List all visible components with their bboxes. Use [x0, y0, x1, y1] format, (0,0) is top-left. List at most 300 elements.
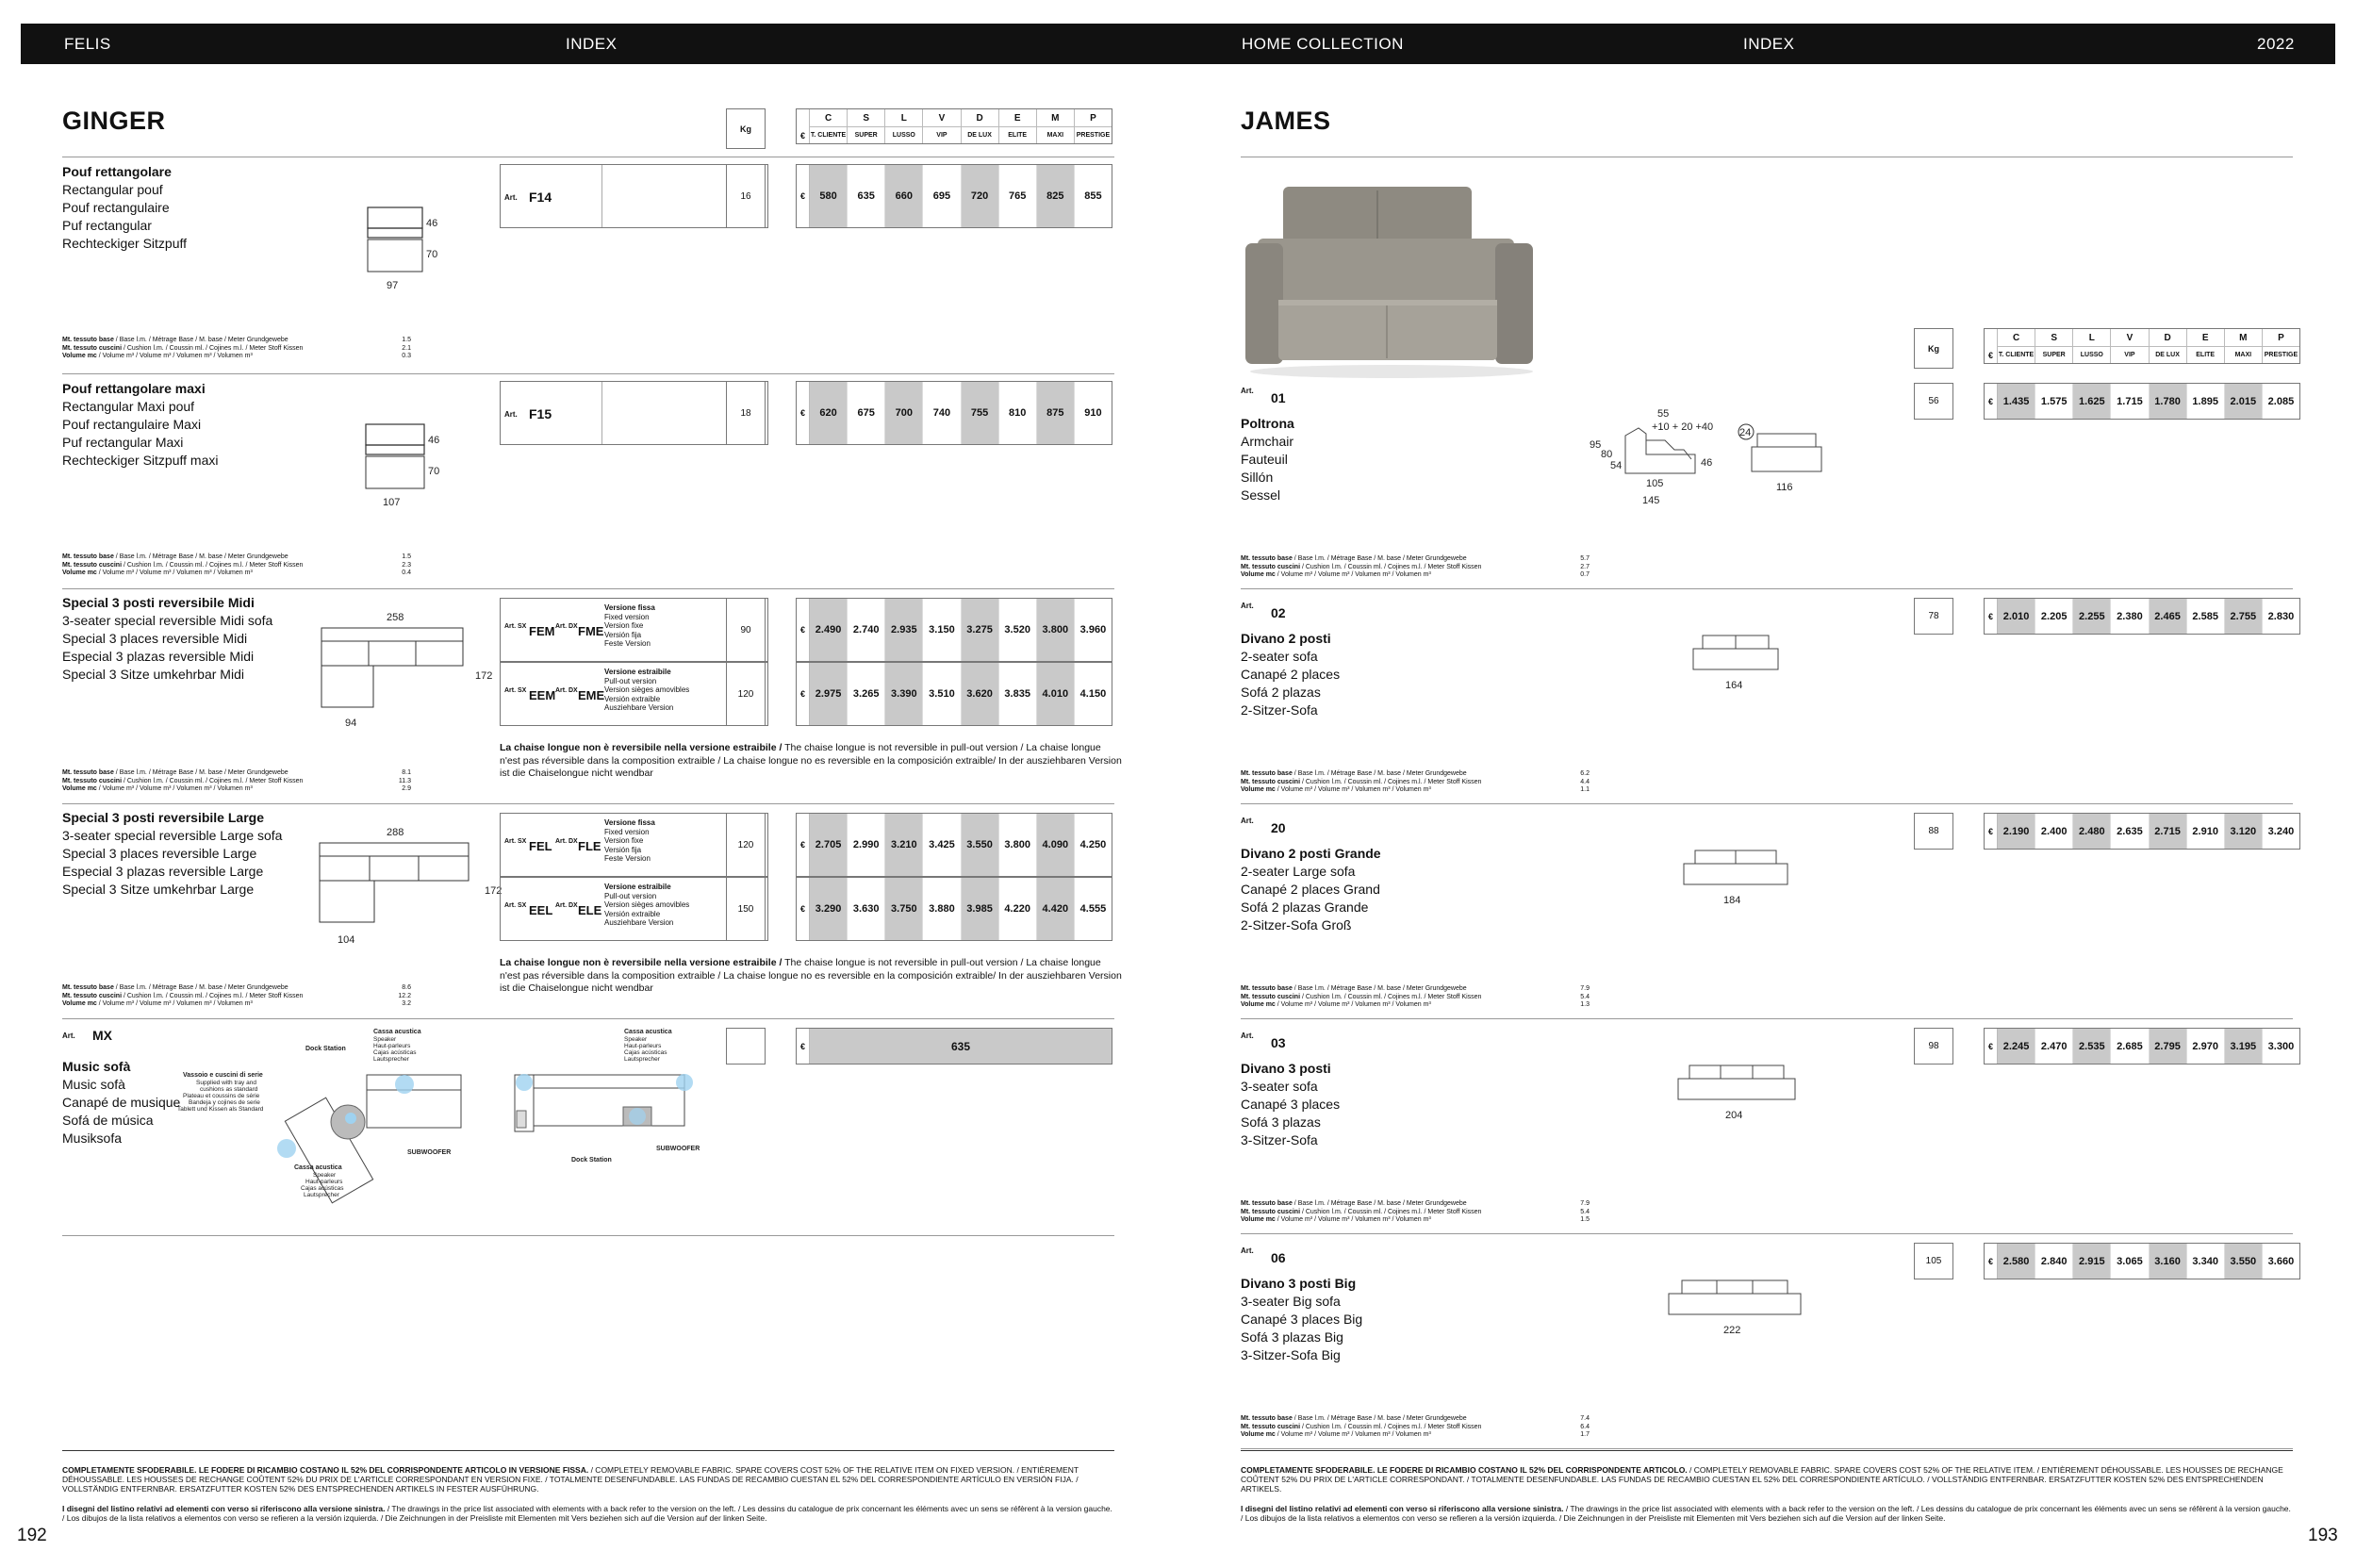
footer-removable: COMPLETAMENTE SFODERABILE. LE FODERE DI RICAMBIO COSTANO IL 52% DEL CORRISPONDENTE ARTICOLO IN VERSIONE FISSA. / COMPLETELY REMOVABLE FABRIC. SPARE COVERS COST 52% OF THE RELATIVE ITEM ON FIXED VERSION. / ENTIÈREMENT DÉHOUSSABLE. LES HOUSSES DE RECHANGE COÛTENT 52% DU PRIX DE L'ARTICLE CORRESPONDANT EN VERSION FIXE. / TOTALMENTE DESENFUNDABLE. LAS FUNDAS DE RECAMBIO CUESTAN EL 52% DEL CORRESPONDIENTE ARTÍCULO EN VERSIÓN FIJA. / VOLLSTÄNDIG ENTFERNBAR. ERSATZFUTTER KOSTEN 52% DES ENTSPRECHENDEN ARTIKELS IN FESTER AUSFÜHRUNG.: [62, 1465, 1079, 1494]
price-cell: 2.480: [2073, 814, 2111, 849]
price-cell: 3.510: [923, 663, 961, 725]
price-cell: 2.470: [2035, 1029, 2073, 1064]
pouf-drawing: [362, 206, 447, 305]
price-cell: 765: [999, 165, 1037, 227]
svg-text:Dock Station: Dock Station: [305, 1046, 346, 1052]
large-fixed-dx: FLE: [578, 839, 601, 853]
item-name-line: Poltrona: [1241, 416, 1294, 431]
item-name-line: Sofá 2 plazas Grande: [1241, 900, 1369, 915]
art-label: Art.: [1241, 387, 1254, 395]
svg-text:80: 80: [1601, 449, 1613, 460]
price-cell: 2.970: [2187, 1029, 2225, 1064]
euro-label: €: [797, 382, 810, 444]
item-name-line: Puf rectangular: [62, 218, 152, 233]
price-cell: 3.195: [2225, 1029, 2263, 1064]
svg-text:Lautsprecher: Lautsprecher: [373, 1056, 409, 1063]
music-price: 635: [810, 1029, 1112, 1064]
fabric-row: Mt. tessuto base / Base l.m. / Métrage Base / M. base / Meter Grundgewebe 7.4: [1241, 1415, 1590, 1422]
item-name-line: Rectangular pouf: [62, 182, 163, 197]
price-cell: 1.895: [2187, 384, 2225, 419]
price-cell: 2.830: [2267, 610, 2295, 622]
fabric-row: Mt. tessuto base / Base l.m. / Métrage Base / M. base / Meter Grundgewebe 7.9: [1241, 985, 1590, 992]
price-cell: 720: [962, 165, 999, 227]
price-cell: 3.660: [2267, 1255, 2295, 1267]
price-cell: 695: [923, 165, 961, 227]
sofa-02-drawing: [1684, 630, 1816, 710]
svg-text:204: 204: [1725, 1110, 1743, 1121]
midi-drawing: [317, 611, 505, 738]
svg-text:Speaker: Speaker: [373, 1036, 397, 1043]
price-cell: 3.750: [885, 878, 923, 940]
midi-fixed-versions: Versione fissa Fixed version Version fixe Versión fija Feste Version: [604, 603, 655, 648]
euro-label: €: [797, 878, 810, 940]
midi-fixed-kg: 90: [726, 598, 766, 662]
prices-03: [1984, 1028, 2300, 1065]
large-pullout-box: Art. SX EEL Art. DX ELE Versione estraibile Pull-out version Version sièges amovibles Versión extraible Ausziehbare Version: [500, 877, 768, 941]
price-cell: 2.915: [2073, 1244, 2111, 1279]
item-name-line: Rechteckiger Sitzpuff: [62, 236, 188, 251]
midi-fixed-dx: FME: [578, 624, 604, 638]
large-fixed-kg: 120: [726, 813, 766, 877]
art-label: Art.: [1241, 1032, 1254, 1040]
price-cell: 2.755: [2225, 599, 2263, 634]
price-cell: 580: [810, 165, 848, 227]
item-name-line: Canapé 2 places Grand: [1241, 882, 1380, 897]
price-cell: 3.985: [962, 878, 999, 940]
midi-w: 258: [387, 612, 404, 623]
price-cell: 3.265: [848, 663, 885, 725]
price-col-e: E ELITE: [2187, 329, 2225, 363]
price-col-p: P PRESTIGE: [2263, 329, 2299, 363]
price-cell: 4.150: [1079, 688, 1107, 700]
price-cell: 2.085: [2267, 395, 2295, 407]
item-name-line: 3-seater sofa: [1241, 1079, 1318, 1094]
midi-chaise-note: La chaise longue non è reversibile nella versione estraibile / The chaise longue is not reversible in pull-out version / La chaise longue n'est pas réversible dans la composition extraible / La chaise longue no es reversible en la composición extraible/ In der ausziehbaren Version ist die Chaiselongue nicht wendbar: [500, 742, 1122, 779]
price-cell: 3.290: [810, 878, 848, 940]
divider: [62, 803, 1114, 804]
item-name-line: Sofá 2 plazas: [1241, 685, 1321, 700]
price-cell: 3.550: [962, 814, 999, 876]
svg-text:Dock Station: Dock Station: [571, 1157, 612, 1164]
fabric-03: [1241, 1200, 1590, 1225]
footer-removable: COMPLETAMENTE SFODERABILE. LE FODERE DI RICAMBIO COSTANO IL 52% DEL CORRISPONDENTE ARTICOLO. / COMPLETELY REMOVABLE FABRIC. SPARE COVERS COST 52% OF THE RELATIVE ITEM. / ENTIÈREMENT DÉHOUSSABLE. LES HOUSSES DE RECHANGE COÛTENT 52% DU PRIX DE L'ARTICLE CORRESPONDANT. / TOTALMENTE DESENFUNDABLE. LAS FUNDAS DE RECAMBIO CUESTAN EL 52% DEL CORRESPONDIENTE ARTÍCULO. / VOLLSTÄNDIG ENTFERNBAR. ERSATZFUTTER KOSTEN 52% DES ENTSPRECHENDEN ARTIKELS.: [1241, 1465, 2283, 1494]
pouf-h1: 46: [426, 218, 438, 229]
large-fixed-sx: FEL: [529, 839, 552, 853]
pouf-maxi-h2: 70: [428, 466, 440, 477]
price-cell: 910: [1084, 407, 1102, 419]
large-pullout-dx: ELE: [578, 903, 602, 917]
midi-pullout-dx: EME: [578, 688, 605, 702]
item-name-line: Special 3 places reversible Large: [62, 846, 257, 861]
fabric-row: Mt. tessuto base / Base l.m. / Métrage Base / M. base / Meter Grundgewebe 8.6: [62, 984, 411, 991]
price-cell: 3.550: [2225, 1244, 2263, 1279]
art-label: Art.: [1241, 602, 1254, 610]
price-cell: 660: [885, 165, 923, 227]
euro-label: €: [797, 165, 810, 227]
item-name-line: Sessel: [1241, 487, 1281, 503]
euro-label: €: [1985, 1029, 1998, 1064]
price-cell: 2.990: [848, 814, 885, 876]
fabric-row: Volume mc / Volume m³ / Volume m³ / Volumen m³ / Volumen m³ 1.5: [1241, 1216, 1590, 1223]
item-name-line: 3-seater special reversible Midi sofa: [62, 613, 273, 628]
fabric-row: Mt. tessuto cuscini / Cushion l.m. / Coussin ml. / Cojines m.l. / Meter Stoff Kissen 6.4: [1241, 1423, 1590, 1430]
midi-c: 94: [345, 718, 357, 729]
fabric-row: Volume mc / Volume m³ / Volume m³ / Volumen m³ / Volumen m³ 0.3: [62, 353, 411, 359]
item-name-line: Fauteuil: [1241, 452, 1288, 467]
price-cell: 3.835: [999, 663, 1037, 725]
fabric-row: Mt. tessuto cuscini / Cushion l.m. / Coussin ml. / Cojines m.l. / Meter Stoff Kissen 2.1: [62, 344, 411, 352]
price-cell: 1.575: [2035, 384, 2073, 419]
price-header: [1984, 328, 2300, 364]
price-col-l: L LUSSO: [885, 109, 923, 143]
kg-header: Kg: [726, 108, 766, 149]
euro-label: €: [1985, 1244, 1998, 1279]
price-col-d: D DE LUX: [2150, 329, 2187, 363]
midi-pullout-sx: EEM: [529, 688, 556, 702]
prices-20: [1984, 813, 2300, 850]
pouf-h2: 70: [426, 249, 438, 260]
euro-label: €: [797, 663, 810, 725]
euro-label: €: [1985, 329, 1998, 363]
fabric-row: Mt. tessuto cuscini / Cushion l.m. / Coussin ml. / Cojines m.l. / Meter Stoff Kissen 2.7: [1241, 563, 1590, 570]
price-cell: 810: [999, 382, 1037, 444]
fabric-row: Mt. tessuto base / Base l.m. / Métrage Base / M. base / Meter Grundgewebe 8.1: [62, 769, 411, 776]
large-chaise-note: La chaise longue non è reversibile nella versione estraibile / The chaise longue is not reversible in pull-out version / La chaise longue n'est pas réversible dans la composition extraible / La chaise longue no es reversible en la composición extraible/ In der ausziehbaren Version ist die Chaiselongue nicht wendbar: [500, 957, 1122, 994]
price-cell: 3.880: [923, 878, 961, 940]
price-cell: 2.840: [2035, 1244, 2073, 1279]
item-code-20: 20: [1271, 820, 1286, 835]
price-col-e: E ELITE: [999, 109, 1037, 143]
fabric-row: Volume mc / Volume m³ / Volume m³ / Volumen m³ / Volumen m³ 2.9: [62, 785, 411, 792]
price-cell: 3.520: [999, 599, 1037, 661]
kg-02: 78: [1914, 598, 1953, 635]
svg-text:Cassa acustica: Cassa acustica: [294, 1164, 342, 1171]
midi-names: [62, 594, 272, 684]
price-cell: 4.220: [999, 878, 1037, 940]
divider: [1241, 1018, 2293, 1019]
music-drawing-2: [505, 1028, 741, 1230]
item-name-line: Divano 2 posti: [1241, 631, 1331, 646]
divider: [1241, 588, 2293, 589]
price-col-c: C T. CLIENTE: [810, 109, 848, 143]
euro-label: €: [1985, 384, 1998, 419]
music-names: [62, 1058, 180, 1147]
svg-text:222: 222: [1723, 1325, 1741, 1336]
item-name-line: Music sofà: [62, 1077, 125, 1092]
large-pullout-prices: [796, 877, 1112, 941]
fabric-row: Mt. tessuto cuscini / Cushion l.m. / Coussin ml. / Cojines m.l. / Meter Stoff Kissen 5.4: [1241, 993, 1590, 1000]
fabric-row: Mt. tessuto cuscini / Cushion l.m. / Coussin ml. / Cojines m.l. / Meter Stoff Kissen 4.4: [1241, 778, 1590, 785]
price-col-m: M MAXI: [2225, 329, 2263, 363]
price-cell: 1.715: [2111, 384, 2149, 419]
fabric-row: Volume mc / Volume m³ / Volume m³ / Volumen m³ / Volumen m³ 1.3: [1241, 1001, 1590, 1008]
item-names-06: [1241, 1275, 1362, 1364]
price-cell: 4.555: [1079, 903, 1107, 915]
kg-header: Kg: [1914, 328, 1953, 369]
price-cell: 675: [848, 382, 885, 444]
page-title: JAMES: [1241, 107, 1331, 135]
pouf-kg: 16: [726, 164, 766, 228]
svg-text:Lautsprecher: Lautsprecher: [624, 1056, 660, 1063]
svg-text:Speaker: Speaker: [313, 1172, 337, 1179]
item-name-line: 3-seater Big sofa: [1241, 1294, 1341, 1309]
svg-text:Lautsprecher: Lautsprecher: [304, 1192, 339, 1198]
pouf-maxi-prices: [796, 381, 1112, 445]
item-name-line: Sofá de música: [62, 1113, 154, 1128]
kg-06: 105: [1914, 1243, 1953, 1279]
svg-text:+10 + 20 +40: +10 + 20 +40: [1652, 421, 1714, 433]
price-cell: 2.635: [2111, 814, 2149, 849]
pouf-prices: [796, 164, 1112, 228]
music-price-row: € 635: [796, 1028, 1112, 1065]
sofa-03-drawing: [1671, 1060, 1812, 1140]
svg-text:24: 24: [1739, 427, 1752, 438]
price-col-m: M MAXI: [1037, 109, 1075, 143]
pouf-maxi-code: F15: [529, 406, 552, 421]
svg-text:Haut-parleurs: Haut-parleurs: [624, 1043, 662, 1049]
item-names-01: [1241, 415, 1294, 504]
price-cell: 635: [848, 165, 885, 227]
pouf-maxi-drawing: [360, 422, 445, 521]
price-cell: 3.160: [2150, 1244, 2187, 1279]
divider: [62, 588, 1114, 589]
price-cell: 2.580: [1998, 1244, 2035, 1279]
price-cell: 2.910: [2187, 814, 2225, 849]
item-name-line: Pouf rettangolare: [62, 164, 172, 179]
large-pullout-kg: 150: [726, 877, 766, 941]
footer-drawings: I disegni del listino relativi ad elementi con verso si riferiscono alla versione sinistra. / The drawings in the price list associated with elements with a back refer to the version on the left. / Les dessins du catalogue de prix concernant les éléments avec un sens se réfèrent à la version gauche. / Los dibujos de la lista relativos a elementos con verso se refieren a la versión izquierda. / Die Zeichnungen in der Preisliste mit Elementen mit Vers beziehen sich auf die Version auf der linken Seite.: [62, 1504, 1112, 1523]
price-cell: 3.120: [2225, 814, 2263, 849]
large-drawing: [315, 826, 503, 953]
price-cell: 2.705: [810, 814, 848, 876]
item-name-line: Armchair: [1241, 434, 1294, 449]
item-code-01: 01: [1271, 390, 1286, 405]
price-cell: 2.010: [1998, 599, 2035, 634]
pouf-maxi-h1: 46: [428, 435, 440, 446]
price-cell: 1.625: [2073, 384, 2111, 419]
large-fabric: [62, 984, 411, 1009]
item-name-line: Sillón: [1241, 470, 1274, 485]
price-cell: 755: [962, 382, 999, 444]
svg-text:Vassoio e cuscini di serie: Vassoio e cuscini di serie: [183, 1072, 263, 1079]
price-cell: 3.800: [1037, 599, 1075, 661]
price-cell: 4.090: [1037, 814, 1075, 876]
item-name-line: 3-seater special reversible Large sofa: [62, 828, 283, 843]
svg-text:184: 184: [1723, 895, 1741, 906]
large-names: [62, 809, 282, 899]
item-code-03: 03: [1271, 1035, 1286, 1050]
prices-02: [1984, 598, 2300, 635]
item-name-line: 2-seater Large sofa: [1241, 864, 1356, 879]
midi-fixed-sx: FEM: [529, 624, 555, 638]
fabric-row: Mt. tessuto base / Base l.m. / Métrage Base / M. base / Meter Grundgewebe 1.5: [62, 337, 411, 343]
price-col-v: V VIP: [923, 109, 961, 143]
pouf-maxi-w: 107: [383, 497, 401, 508]
svg-text:Tablett und Kissen als Standar: Tablett und Kissen als Standard: [177, 1106, 264, 1113]
pouf-maxi-art-box: Art. F15: [500, 381, 768, 445]
price-cell: 700: [885, 382, 923, 444]
divider: [1241, 1233, 2293, 1234]
price-cell: 2.795: [2150, 1029, 2187, 1064]
price-cell: 1.435: [1998, 384, 2035, 419]
price-cell: 2.685: [2111, 1029, 2149, 1064]
price-cell: 2.975: [810, 663, 848, 725]
item-name-line: Rechteckiger Sitzpuff maxi: [62, 453, 219, 468]
item-name-line: Divano 3 posti Big: [1241, 1276, 1357, 1291]
large-pullout-sx: EEL: [529, 903, 553, 917]
item-names-03: [1241, 1060, 1340, 1149]
price-cell: 3.210: [885, 814, 923, 876]
svg-text:cushions as standard: cushions as standard: [200, 1086, 258, 1093]
price-cell: 3.425: [923, 814, 961, 876]
armchair-drawing: [1580, 407, 1863, 516]
price-cell: 2.380: [2111, 599, 2149, 634]
sofa-20-drawing: [1676, 845, 1808, 925]
item-name-line: 3-Sitzer-Sofa Big: [1241, 1347, 1341, 1362]
price-cell: 3.800: [999, 814, 1037, 876]
price-cell: 2.245: [1998, 1029, 2035, 1064]
price-cell: 2.935: [885, 599, 923, 661]
header-bar: [21, 24, 2335, 64]
price-cell: 2.740: [848, 599, 885, 661]
midi-pullout-prices: [796, 662, 1112, 726]
item-name-line: Divano 2 posti Grande: [1241, 846, 1381, 861]
pouf-art-box: Art. F14: [500, 164, 768, 228]
euro-label: €: [1985, 599, 1998, 634]
price-cell: 3.150: [923, 599, 961, 661]
fabric-06: [1241, 1415, 1590, 1440]
price-cell: 3.240: [2267, 825, 2295, 837]
item-name-line: Sofá 3 plazas Big: [1241, 1329, 1343, 1345]
item-name-line: 3-Sitzer-Sofa: [1241, 1132, 1318, 1147]
price-cell: 2.715: [2150, 814, 2187, 849]
price-cell: 3.620: [962, 663, 999, 725]
svg-text:Cajas acústicas: Cajas acústicas: [624, 1049, 667, 1056]
svg-text:Supplied with tray and: Supplied with tray and: [196, 1080, 256, 1086]
midi-d: 172: [475, 670, 493, 682]
large-w: 288: [387, 827, 404, 838]
fabric-row: Mt. tessuto base / Base l.m. / Métrage Base / M. base / Meter Grundgewebe 7.9: [1241, 1200, 1590, 1207]
price-cell: 4.010: [1037, 663, 1075, 725]
year: 2022: [2257, 35, 2295, 53]
large-fixed-prices: [796, 813, 1112, 877]
pouf-maxi-names: [62, 380, 218, 470]
kg-20: 88: [1914, 813, 1953, 850]
price-cell: 3.630: [848, 878, 885, 940]
midi-pullout-box: Art. SX EEM Art. DX EME Versione estraibile Pull-out version Version sièges amovibles Versión extraible Ausziehbare Version: [500, 662, 768, 726]
fabric-02: [1241, 770, 1590, 795]
svg-text:Plateau et coussins de série: Plateau et coussins de série: [183, 1093, 260, 1099]
divider: [62, 373, 1114, 374]
divider: [1241, 803, 2293, 804]
price-cell: 3.065: [2111, 1244, 2149, 1279]
svg-text:145: 145: [1642, 495, 1660, 506]
footer-drawings: I disegni del listino relativi ad elementi con verso si riferiscono alla versione sinistra. / The drawings in the price list associated with elements with a back refer to the version on the left. / Les dessins du catalogue de prix concernant les éléments avec un sens se réfèrent à la version gauche. / Los dibujos de la lista relativos a elementos con verso se refieren a la versión izquierda. / Die Zeichnungen in der Preisliste mit Elementen mit Vers beziehen sich auf die Version auf der linken Seite.: [1241, 1504, 2291, 1523]
fabric-row: Mt. tessuto cuscini / Cushion l.m. / Coussin ml. / Cojines m.l. / Meter Stoff Kissen 2.3: [62, 561, 411, 569]
svg-text:Bandeja y cojines de serie: Bandeja y cojines de serie: [189, 1099, 260, 1106]
item-name-line: Puf rectangular Maxi: [62, 435, 184, 450]
item-name-line: Special 3 Sitze umkehrbar Midi: [62, 667, 244, 682]
fabric-row: Mt. tessuto cuscini / Cushion l.m. / Coussin ml. / Cojines m.l. / Meter Stoff Kissen 5.4: [1241, 1208, 1590, 1215]
item-name-line: Canapé 2 places: [1241, 667, 1341, 682]
price-col-c: C T. CLIENTE: [1998, 329, 2035, 363]
divider: [62, 1018, 1114, 1019]
item-name-line: Musiksofa: [62, 1131, 123, 1146]
large-fixed-versions: Versione fissa Fixed version Version fixe Versión fija Feste Version: [604, 818, 655, 863]
pouf-names: [62, 163, 187, 253]
footer-divider: [62, 1450, 1114, 1451]
price-col-s: S SUPER: [848, 109, 885, 143]
svg-text:55: 55: [1657, 408, 1670, 420]
fabric-row: Volume mc / Volume m³ / Volume m³ / Volumen m³ / Volumen m³ 1.1: [1241, 786, 1590, 793]
price-col-p: P PRESTIGE: [1075, 109, 1112, 143]
item-name-line: Pouf rectangulaire: [62, 200, 170, 215]
svg-text:164: 164: [1725, 680, 1743, 691]
right-page: [1241, 64, 2334, 1568]
svg-text:Speaker: Speaker: [624, 1036, 648, 1043]
fabric-row: Mt. tessuto base / Base l.m. / Métrage Base / M. base / Meter Grundgewebe 1.5: [62, 553, 411, 560]
price-cell: 825: [1037, 165, 1075, 227]
large-fixed-box: Art. SX FEL Art. DX FLE Versione fissa Fixed version Version fixe Versión fija Feste Version: [500, 813, 768, 877]
fabric-row: Mt. tessuto base / Base l.m. / Métrage Base / M. base / Meter Grundgewebe 5.7: [1241, 555, 1590, 562]
fabric-row: Mt. tessuto cuscini / Cushion l.m. / Coussin ml. / Cojines m.l. / Meter Stoff Kissen 12.2: [62, 992, 411, 999]
euro-label: €: [797, 814, 810, 876]
price-cell: 2.535: [2073, 1029, 2111, 1064]
midi-fixed-prices: [796, 598, 1112, 662]
item-name-line: Special 3 places reversible Midi: [62, 631, 248, 646]
kg-03: 98: [1914, 1028, 1953, 1065]
item-names-02: [1241, 630, 1340, 719]
svg-text:105: 105: [1646, 478, 1664, 489]
fabric-row: Mt. tessuto base / Base l.m. / Métrage Base / M. base / Meter Grundgewebe 6.2: [1241, 770, 1590, 777]
price-cell: 3.275: [962, 599, 999, 661]
left-page: [62, 64, 1156, 1568]
svg-text:Haut-parleurs: Haut-parleurs: [305, 1179, 343, 1185]
music-art-label: Art.: [62, 1032, 75, 1040]
prices-01: [1984, 383, 2300, 420]
svg-text:Cassa acustica: Cassa acustica: [624, 1029, 672, 1035]
fabric-row: Mt. tessuto cuscini / Cushion l.m. / Coussin ml. / Cojines m.l. / Meter Stoff Kissen 11.3: [62, 777, 411, 784]
euro-label: €: [797, 109, 810, 143]
left-section: INDEX: [566, 35, 618, 53]
item-names-20: [1241, 845, 1381, 934]
pouf-code: F14: [529, 190, 552, 205]
large-d: 172: [485, 885, 503, 897]
price-header: [796, 108, 1112, 144]
pouf-maxi-fabric: [62, 553, 411, 578]
left-brand: FELIS: [64, 35, 111, 53]
midi-pullout-kg: 120: [726, 662, 766, 726]
item-name-line: Special 3 Sitze umkehrbar Large: [62, 882, 255, 897]
midi-fabric: [62, 769, 411, 794]
divider: [1241, 1448, 2293, 1449]
music-code: MX: [92, 1028, 112, 1043]
fabric-row: Volume mc / Volume m³ / Volume m³ / Volumen m³ / Volumen m³ 0.7: [1241, 571, 1590, 578]
price-col-l: L LUSSO: [2073, 329, 2111, 363]
item-name-line: Rectangular Maxi pouf: [62, 399, 195, 414]
fabric-20: [1241, 985, 1590, 1010]
price-cell: 2.205: [2035, 599, 2073, 634]
svg-text:Cajas acústicas: Cajas acústicas: [301, 1185, 344, 1192]
left-page-number: 192: [17, 1526, 47, 1545]
price-cell: 4.250: [1079, 839, 1107, 850]
right-brand: HOME COLLECTION: [1242, 35, 1404, 53]
price-cell: 2.585: [2187, 599, 2225, 634]
pouf-w: 97: [387, 280, 399, 291]
price-cell: 620: [810, 382, 848, 444]
large-pullout-versions: Versione estraibile Pull-out version Version sièges amovibles Versión extraible Ausziehbare Version: [604, 883, 690, 927]
euro-label: €: [1985, 814, 1998, 849]
